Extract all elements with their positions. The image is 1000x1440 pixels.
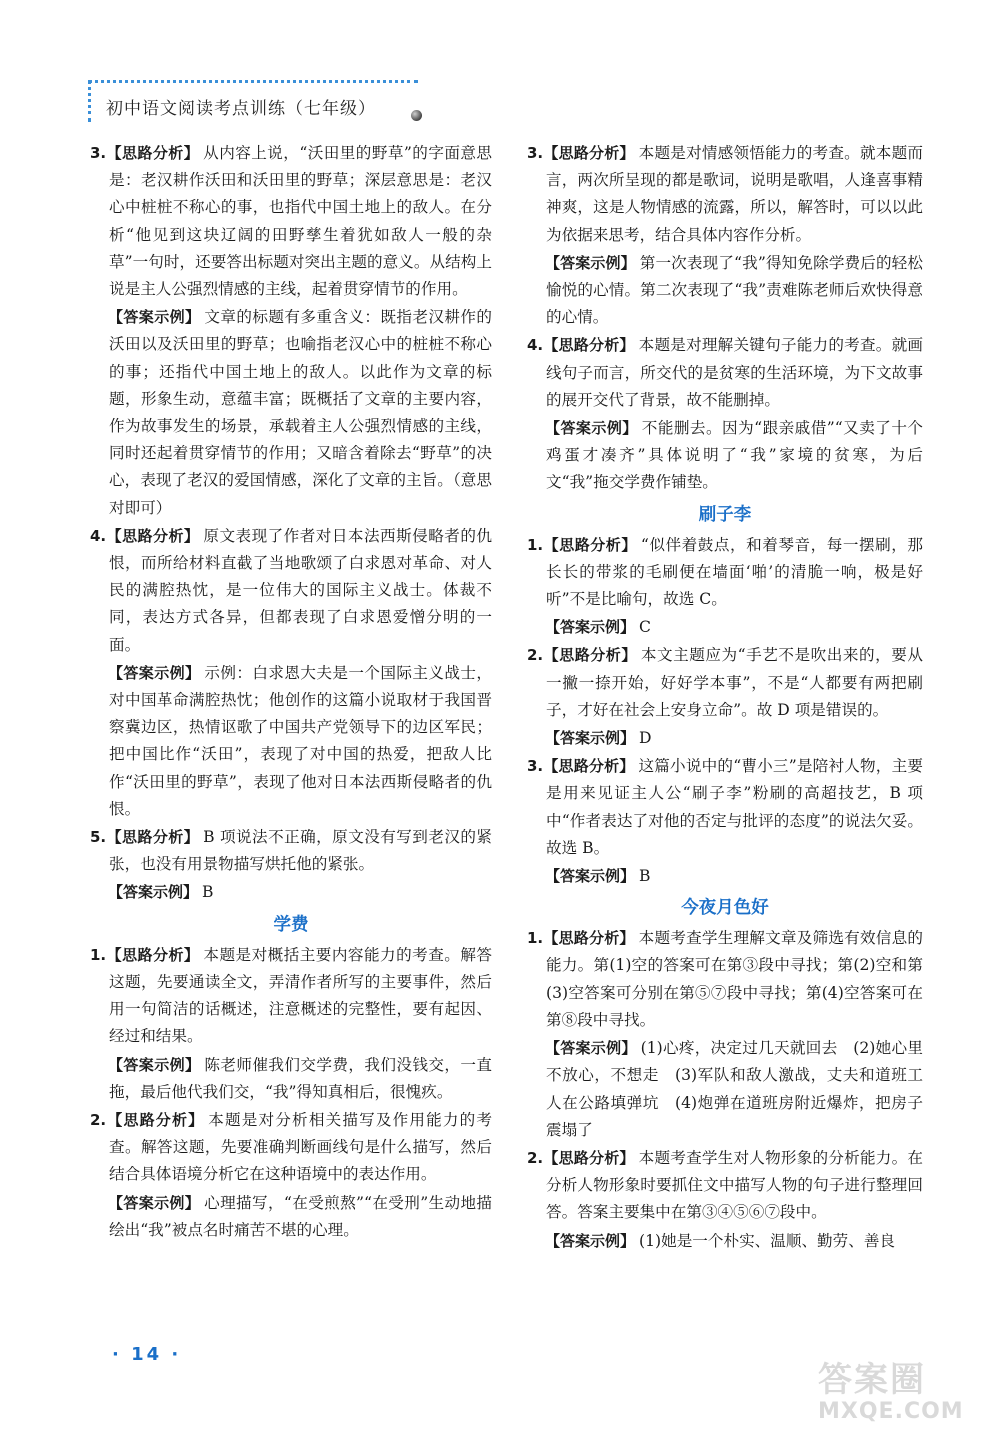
analysis-tag: 【思路分析】	[543, 1148, 635, 1167]
answer-tag: 【答案示例】	[108, 1193, 201, 1212]
answer-example	[527, 614, 923, 641]
question-analysis	[527, 1145, 923, 1227]
body-text: (1)她是一个朴实、温顺、勤劳、善良	[639, 1231, 896, 1250]
watermark-url: MXQE.COM	[818, 1399, 964, 1424]
answer-example	[527, 415, 923, 497]
analysis-tag: 【思路分析】	[543, 757, 635, 776]
analysis-tag: 【思路分析】	[106, 945, 200, 964]
body-text: B 项说法不正确，原文没有写到老汉的紧张，也没有用景物描写烘托他的紧张。	[109, 828, 492, 874]
question-analysis	[90, 824, 492, 878]
analysis-tag: 【思路分析】	[106, 828, 200, 847]
answer-tag: 【答案示例】	[545, 253, 636, 272]
question-number: 1.	[90, 945, 107, 964]
answer-tag: 【答案示例】	[545, 729, 636, 748]
header-bullet-icon	[411, 110, 422, 121]
question-analysis	[527, 140, 923, 249]
analysis-tag: 【思路分析】	[543, 646, 637, 665]
analysis-tag: 【思路分析】	[106, 1110, 205, 1129]
answer-tag: 【答案示例】	[545, 1231, 636, 1250]
question-analysis	[527, 642, 923, 724]
question-analysis	[90, 1107, 492, 1189]
body-text: 本题是对情感领悟能力的考查。就本题而言，两次所呈现的都是歌词，说明是歌唱，人逢喜事精神爽，这是人物情感的流露，所以，解答时，可以以此为依据来思考，结合具体内容作分析。	[546, 144, 923, 244]
body-text: 心理描写，“在受煎熬”“在受刑”生动地描绘出“我”被点名时痛苦不堪的心理。	[109, 1193, 492, 1239]
answer-tag: 【答案示例】	[108, 1055, 201, 1074]
body-text: 本题考查学生对人物形象的分析能力。在分析人物形象时要抓住文中描写人物的句子进行整理回答。答案主要集中在第③④⑤⑥⑦段中。	[546, 1148, 923, 1222]
answer-tag: 【答案示例】	[108, 663, 201, 682]
body-text: B	[639, 867, 651, 886]
analysis-tag: 【思路分析】	[106, 526, 200, 545]
question-number: 5.	[90, 828, 107, 847]
body-text: 从内容上说，“沃田里的野草”的字面意思是：老汉耕作沃田和沃田里的野草；深层意思是：老汉心中桩桩不称心的事，也指代中国土地上的敌人。在分析“他见到这块辽阔的田野孳生着犹如敌人一般的杂草”一句时，还要答出标题对突出主题的意义。从结构上说是主人公强烈情感的主线，起着贯穿情节的作用。	[109, 144, 492, 299]
answer-example	[527, 250, 923, 332]
section-title: 学费	[273, 914, 309, 935]
body-text: “似伴着鼓点，和着琴音，每一摆刷，那长长的带浆的毛刷便在墙面‘啪’的清脆一响，极是好听”不是比喻句，故选 C。	[546, 535, 923, 609]
section-title: 今夜月色好	[681, 898, 769, 919]
body-text: 不能删去。因为“跟亲戚借”“又卖了十个鸡蛋才凑齐”具体说明了“我”家境的贫寒，为后文“我”拖交学费作铺垫。	[546, 419, 923, 492]
question-analysis	[527, 925, 923, 1034]
section-title: 刷子李	[698, 504, 752, 525]
answer-example	[90, 660, 492, 823]
body-text: 本文主题应为“手艺不是吹出来的，要从一撇一捺开始，好好学本事”，不是“人都要有两把刷子，才好在社会上安身立命”。故 D 项是错误的。	[546, 646, 923, 719]
body-text: (1)心疼，决定过几天就回去 (2)她心里不放心，不想走 (3)军队和敌人激战，丈夫和道班工人在公路填弹坑 (4)炮弹在道班房附近爆炸，把房子震塌了	[546, 1039, 923, 1139]
body-text: 本题是对概括主要内容能力的考查。解答这题，先要通读全文，弄清作者所写的主要事件，然后用一句简洁的话概述，注意概述的完整性，要有起因、经过和结果。	[109, 945, 492, 1046]
analysis-tag: 【思路分析】	[543, 929, 635, 948]
answer-tag: 【答案示例】	[545, 1039, 637, 1058]
question-number: 2.	[527, 646, 544, 665]
answer-example	[90, 1052, 492, 1106]
question-analysis	[90, 140, 492, 303]
left-column	[90, 140, 492, 1245]
question-analysis	[527, 753, 923, 862]
question-number: 1.	[527, 535, 544, 554]
body-text: 本题考查学生理解文章及筛选有效信息的能力。第(1)空的答案可在第③段中寻找；第(2)空和第(3)空答案可分别在第⑤⑦段中寻找；第(4)空答案可在第⑧段中寻找。	[546, 929, 923, 1029]
question-number: 3.	[527, 757, 544, 776]
answer-tag: 【答案示例】	[545, 419, 638, 438]
question-analysis	[527, 332, 923, 414]
question-number: 3.	[527, 144, 544, 162]
question-number: 4.	[527, 336, 544, 355]
header-rule	[88, 80, 418, 83]
answer-tag: 【答案示例】	[108, 308, 201, 327]
question-analysis	[90, 523, 492, 659]
analysis-tag: 【思路分析】	[543, 535, 637, 554]
answer-tag: 【答案示例】	[545, 867, 636, 886]
page-number: · 14 ·	[112, 1344, 182, 1365]
body-text: 陈老师催我们交学费，我们没钱交，一直拖，最后他代我们交，“我”得知真相后，很愧疚。	[109, 1055, 492, 1101]
question-number: 4.	[90, 526, 107, 545]
body-text: B	[202, 883, 214, 902]
body-text: D	[639, 729, 652, 748]
answer-example	[90, 879, 492, 906]
answer-example	[90, 304, 492, 522]
question-analysis	[527, 532, 923, 614]
body-text: 原文表现了作者对日本法西斯侵略者的仇恨，而所给材料直截了当地歌颂了白求恩对革命、对人民的满腔热忱，是一位伟大的国际主义战士。体裁不同，表达方式各异，但都表现了白求恩爱憎分明的一面。	[109, 526, 492, 654]
body-text: 本题是对理解关键句子能力的考查。就画线句子而言，所交代的是贫寒的生活环境，为下文故事的展开交代了背景，故不能删掉。	[546, 336, 923, 409]
question-analysis	[90, 942, 492, 1051]
answer-example	[90, 1190, 492, 1244]
answer-example	[527, 863, 923, 890]
body-text: 本题是对分析相关描写及作用能力的考查。解答这题，先要准确判断画线句是什么描写，然后结合具体语境分析它在这种语境中的表达作用。	[109, 1110, 492, 1184]
watermark	[818, 1360, 988, 1428]
watermark-logo-text: 答案圈	[818, 1360, 926, 1400]
analysis-tag: 【思路分析】	[543, 144, 635, 162]
right-column	[527, 140, 923, 1256]
answer-example	[527, 1228, 923, 1255]
question-number: 1.	[527, 929, 544, 948]
body-text: 文章的标题有多重含义：既指老汉耕作的沃田以及沃田里的野草；也喻指老汉心中的桩桩不称心的事；还指代中国土地上的敌人。以此作为文章的标题，形象生动，意蕴丰富；既概括了文章的主要内容，作为故事发生的场景，承载着主人公强烈情感的主线，同时还起着贯穿情节的作用；又暗含着除去“野草”的决心，表现了老汉的爱国情感，深化了文章的主旨。（意思对即可）	[109, 308, 492, 517]
analysis-tag: 【思路分析】	[543, 336, 635, 355]
header-title: 初中语文阅读考点训练（七年级）	[106, 99, 376, 119]
answer-example	[527, 1035, 923, 1144]
answer-tag: 【答案示例】	[108, 883, 199, 902]
analysis-tag: 【思路分析】	[106, 144, 200, 162]
question-number: 3.	[90, 144, 107, 162]
header-side-rule	[88, 80, 91, 122]
answer-example	[527, 725, 923, 752]
body-text: 这篇小说中的“曹小三”是陪衬人物，主要是用来见证主人公“刷子李”粉刷的高超技艺，B 项中“作者表达了对他的否定与批评的态度”的说法欠妥。故选 B。	[546, 757, 923, 857]
question-number: 2.	[527, 1148, 544, 1167]
body-text: 第一次表现了“我”得知免除学费后的轻松愉悦的心情。第二次表现了“我”责难陈老师后欢快得意的心情。	[546, 253, 923, 327]
question-number: 2.	[90, 1110, 107, 1129]
body-text: C	[639, 618, 651, 637]
answer-tag: 【答案示例】	[545, 618, 636, 637]
body-text: 示例：白求恩大夫是一个国际主义战士，对中国革命满腔热忱；他创作的这篇小说取材于我国晋察冀边区，热情讴歌了中国共产党领导下的边区军民；把中国比作“沃田”，表现了对中国的热爱，把敌人比作“沃田里的野草”，表现了他对日本法西斯侵略者的仇恨。	[109, 663, 492, 818]
